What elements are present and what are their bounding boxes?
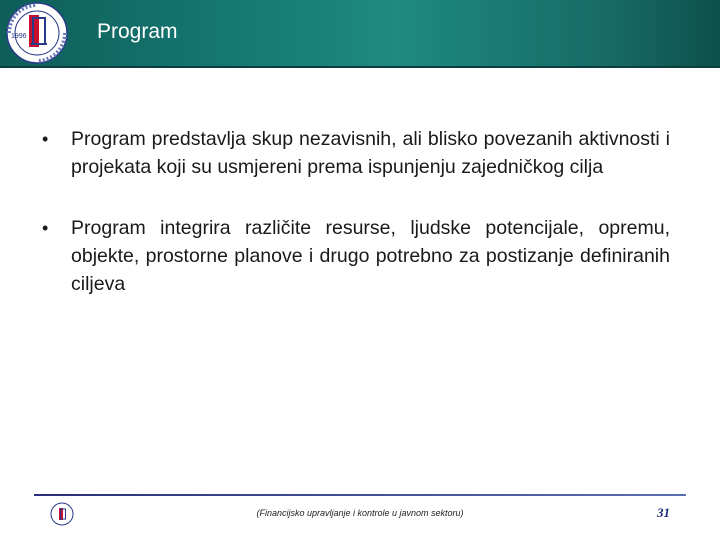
bullet-item (40, 125, 670, 181)
page-number: 31 (657, 505, 670, 520)
bullet-item (40, 214, 670, 298)
university-seal-logo (3, 2, 71, 64)
svg-text:1996: 1996 (11, 33, 27, 40)
header-divider (0, 66, 720, 68)
slide-header (0, 0, 720, 66)
bullet-list (40, 125, 670, 331)
bullet-text: Program integrira različite resurse, ljudske potencijale, opremu, objekte, prostorne planove i drugo potrebno za postizanje definiranih ciljeva (71, 217, 670, 295)
footer-caption: (Financijsko upravljanje i kontrole u javnom sektoru) (256, 508, 464, 518)
footer-seal-logo (50, 502, 74, 526)
bullet-icon: • (42, 218, 49, 238)
bullet-icon: • (42, 129, 49, 149)
bullet-text: Program predstavlja skup nezavisnih, ali blisko povezanih aktivnosti i projekata koji su usmjereni prema ispunjenju zajedničkog cilja (71, 128, 670, 178)
page-title: Program (97, 20, 178, 43)
footer-divider (34, 494, 686, 496)
